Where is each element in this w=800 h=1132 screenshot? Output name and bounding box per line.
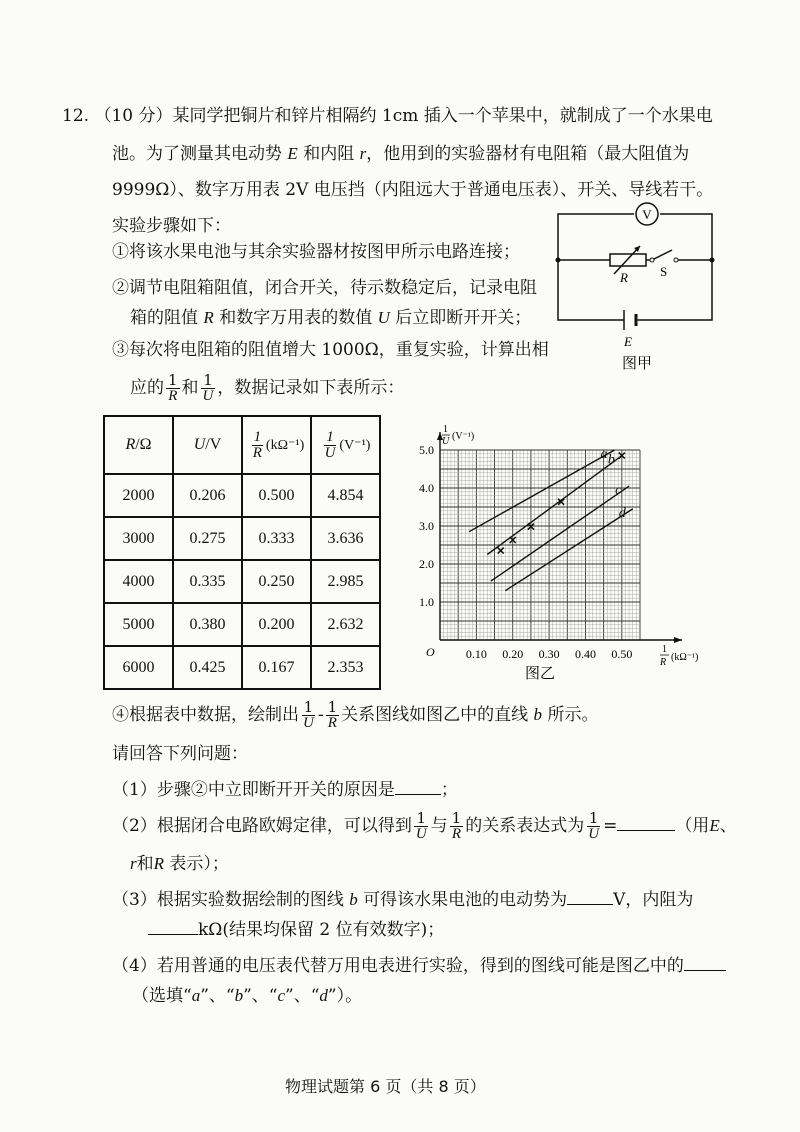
frac-den: U <box>202 388 214 404</box>
header-inv-U-unit: (V⁻¹) <box>339 437 371 453</box>
switch-blade <box>652 250 672 260</box>
q2-equals: = <box>603 816 618 836</box>
steps-intro: 实验步骤如下： <box>112 216 231 236</box>
series-line-d <box>505 509 632 591</box>
frac-den: U <box>588 826 600 842</box>
frac-num: 1 <box>451 809 462 827</box>
table-cell: 0.167 <box>242 646 311 689</box>
y-tick-label: 3.0 <box>419 519 434 533</box>
graph-series <box>469 447 633 591</box>
junction-right <box>710 258 715 263</box>
y-tick-label: 5.0 <box>419 443 434 457</box>
circuit-wire-bottom-left <box>558 260 624 320</box>
problem-line-3: 9999Ω）、数字万用表 2V 电压挡（内阻远大于普通电压表）、开关、导线若干。 <box>112 180 714 200</box>
step-3b <box>130 372 404 404</box>
header-inv-R <box>242 416 311 474</box>
x-label-denominator: R <box>660 657 667 668</box>
table-row <box>104 560 380 603</box>
problem-text-2a: 池。为了测量其电动势 <box>112 144 288 164</box>
table-cell: 2.985 <box>311 560 380 603</box>
step-3b-a: 应的 <box>130 378 164 398</box>
frac-num: 1 <box>588 809 599 827</box>
option-c: c <box>277 986 286 1005</box>
frac-den: U <box>415 826 427 842</box>
header-inv-U <box>311 416 380 474</box>
problem-text-2c: ，他用到的实验器材有电阻箱（最大阻值为 <box>366 144 690 164</box>
circuit-wire-bottom-right <box>636 260 712 320</box>
step-4b: 关系图线如图乙中的直线 <box>341 705 534 725</box>
table-cell: 2.353 <box>311 646 380 689</box>
q2-answer-blank[interactable] <box>617 812 675 831</box>
step-4 <box>112 698 598 732</box>
q2-var-r: r <box>130 854 137 873</box>
step-4c: 所示。 <box>542 705 599 725</box>
switch-contact-1 <box>650 258 654 262</box>
question-3-cont <box>148 916 444 942</box>
x-tick-label: 0.30 <box>538 647 560 661</box>
table-cell: 6000 <box>104 646 173 689</box>
table-cell: 4.854 <box>311 474 380 517</box>
x-axis-arrow-icon <box>674 637 682 643</box>
frac-num: 1 <box>203 371 213 389</box>
y-label-numerator: 1 <box>443 424 448 435</box>
series-label-b: b <box>607 452 615 468</box>
table-row <box>104 517 380 560</box>
header-frac-R <box>251 430 264 461</box>
table-cell: 5000 <box>104 603 173 646</box>
q3-emf-blank[interactable] <box>567 886 613 905</box>
fraction-1-over-R <box>166 373 180 404</box>
q4-answer-blank[interactable] <box>684 952 726 971</box>
switch-label: S <box>660 264 668 279</box>
table-row <box>104 474 380 517</box>
y-label-denominator: U <box>442 436 450 447</box>
q4-sep: ”、“ <box>200 986 235 1006</box>
problem-number: 12. <box>62 106 90 126</box>
q4-options-end: ”）。 <box>327 986 363 1006</box>
table-row <box>104 646 380 689</box>
header-R <box>104 416 173 474</box>
x-tick-label: 0.10 <box>465 647 487 661</box>
dash: - <box>317 705 324 725</box>
q2-text-c: （用 <box>675 816 710 836</box>
table-cell: 0.275 <box>173 517 242 560</box>
var-b: b <box>533 705 543 724</box>
frac-num: 1 <box>416 809 427 827</box>
header-R-unit: /Ω <box>135 436 152 453</box>
step-2b-c: 后立即断开开关； <box>389 308 532 328</box>
q3-text-c: V，内阻为 <box>613 890 694 910</box>
x-tick-label: 0.40 <box>574 647 596 661</box>
page-footer: 物理试题第 6 页（共 8 页） <box>285 1077 486 1096</box>
table-cell: 0.335 <box>173 560 242 603</box>
table-cell: 0.333 <box>242 517 311 560</box>
fraction-1-over-U <box>301 700 316 731</box>
q4-options-a: （选填“ <box>132 986 192 1006</box>
y-tick-label: 2.0 <box>419 557 434 571</box>
frac-num: 1 <box>253 428 262 445</box>
series-label-d: d <box>618 505 626 521</box>
frac-num: 1 <box>327 698 338 716</box>
problem-line-2 <box>112 142 689 166</box>
var-R: R <box>203 308 214 327</box>
q2-with: 与 <box>430 816 448 836</box>
graph-caption: 图乙 <box>524 666 556 680</box>
table-row <box>104 603 380 646</box>
frac-num: 1 <box>303 698 314 716</box>
q1-answer-blank[interactable] <box>395 776 441 795</box>
problem-text-2b: 和内阻 <box>297 144 360 164</box>
option-d: d <box>319 986 328 1005</box>
circuit-wire-top-left <box>558 214 634 260</box>
data-table <box>103 415 381 690</box>
resistor-label: R <box>620 270 628 285</box>
header-U-var: U <box>193 436 206 453</box>
x-tick-label: 0.50 <box>611 647 633 661</box>
y-label-unit: (V⁻¹) <box>452 431 475 442</box>
table-body <box>104 474 380 689</box>
fraction-1-over-U <box>414 811 429 842</box>
frac-den: R <box>451 826 462 842</box>
var-E: E <box>287 144 298 163</box>
series-label-c: c <box>615 483 622 499</box>
graph-labels <box>419 424 698 680</box>
questions-intro: 请回答下列问题： <box>112 744 248 764</box>
step-2a: ②调节电阻箱阻值，闭合开关，待示数稳定后，记录电阻 <box>112 278 537 298</box>
question-4 <box>112 952 726 978</box>
table-cell: 3.636 <box>311 517 380 560</box>
q4-sep: ”、“ <box>243 986 278 1006</box>
frac-num: 1 <box>168 371 178 389</box>
q1-end: ； <box>440 780 458 800</box>
graph-grid <box>440 450 640 640</box>
q2-text-a: （2）根据闭合电路欧姆定律，可以得到 <box>112 816 412 836</box>
table-cell: 0.206 <box>173 474 242 517</box>
x-tick-label: 0.20 <box>502 647 524 661</box>
frac-den: R <box>327 715 337 731</box>
circuit-caption: 图甲 <box>622 356 653 372</box>
and-word: 和 <box>181 378 199 398</box>
q1-text: （1）步骤②中立即断开开关的原因是 <box>112 780 395 800</box>
frac-den: R <box>252 444 262 461</box>
question-4-options <box>132 984 362 1008</box>
option-a: a <box>191 986 201 1005</box>
table-cell: 0.425 <box>173 646 242 689</box>
step-4a: ④根据表中数据，绘制出 <box>112 705 299 725</box>
q3-var-b: b <box>349 890 358 909</box>
header-frac-U <box>323 430 338 461</box>
problem-text-1: 某同学把铜片和锌片相隔约 1cm 插入一个苹果中，就制成了一个水果电 <box>172 106 713 126</box>
step-1: ①将该水果电池与其余实验器材按图甲所示电路连接； <box>112 242 520 262</box>
q3-text-d: kΩ(结果均保留 2 位有效数字)； <box>198 920 445 940</box>
fraction-1-over-U <box>586 811 601 842</box>
q2-text-b: 的关系表达式为 <box>465 816 585 836</box>
series-label-a: a <box>600 447 608 462</box>
question-3 <box>112 886 693 912</box>
q2-var-E: E <box>709 816 720 835</box>
header-U-unit: /V <box>205 436 222 453</box>
step-2b <box>130 306 531 330</box>
step-2b-a: 箱的阻值 <box>130 308 204 328</box>
circuit-diagram <box>550 200 730 380</box>
q4-text-a: （4）若用普通的电压表代替万用电表进行实验，得到的图线可能是图乙中的 <box>112 956 684 976</box>
battery-label: E <box>624 334 632 349</box>
fraction-1-over-R <box>450 811 464 842</box>
graph-yi <box>400 420 700 680</box>
question-2-cont <box>130 852 229 876</box>
frac-den: U <box>324 444 336 461</box>
frac-num: 1 <box>326 428 334 445</box>
q3-text-a: （3）根据实验数据绘制的图线 <box>112 890 350 910</box>
y-tick-label: 1.0 <box>419 595 434 609</box>
header-U <box>173 416 242 474</box>
table-cell: 0.200 <box>242 603 311 646</box>
problem-score: （10 分） <box>94 106 173 126</box>
var-U: U <box>377 308 390 327</box>
q2-sep: 、 <box>719 816 737 836</box>
fraction-1-over-U <box>201 373 216 404</box>
y-tick-label: 4.0 <box>419 481 434 495</box>
step-2b-b: 和数字万用表的数值 <box>213 308 378 328</box>
question-1 <box>112 776 458 802</box>
fraction-1-over-R <box>326 700 340 731</box>
x-label-numerator: 1 <box>662 644 667 655</box>
circuit-wire-top-right <box>660 214 712 260</box>
q2-text-e: 表示）； <box>164 854 229 874</box>
frac-den: R <box>168 388 178 404</box>
voltmeter-label: V <box>642 207 652 222</box>
var-r: r <box>359 144 367 163</box>
table-header-row <box>104 416 380 474</box>
table-cell: 0.380 <box>173 603 242 646</box>
q2-var-R: R <box>153 854 165 873</box>
header-inv-R-unit: (kΩ⁻¹) <box>265 437 305 453</box>
option-b: b <box>234 986 244 1005</box>
table-cell: 0.250 <box>242 560 311 603</box>
table-cell: 0.500 <box>242 474 311 517</box>
q3-text-b: 可得该水果电池的电动势为 <box>357 890 568 910</box>
frac-den: U <box>303 715 314 731</box>
header-R-var: R <box>125 436 136 453</box>
q3-resistance-blank[interactable] <box>148 916 198 935</box>
junction-left <box>556 258 561 263</box>
q2-text-d: 和 <box>136 854 154 874</box>
q4-sep: ”、“ <box>285 986 320 1006</box>
step-3b-b: ，数据记录如下表所示： <box>217 378 405 398</box>
table-cell: 4000 <box>104 560 173 603</box>
table-cell: 2000 <box>104 474 173 517</box>
question-2 <box>112 808 737 844</box>
problem-line-1 <box>62 104 713 128</box>
step-3a: ③每次将电阻箱的阻值增大 1000Ω，重复实验，计算出相 <box>112 340 549 360</box>
x-label-unit: (kΩ⁻¹) <box>671 652 699 663</box>
table-cell: 2.632 <box>311 603 380 646</box>
switch-contact-2 <box>674 258 678 262</box>
table-cell: 3000 <box>104 517 173 560</box>
origin-label: O <box>426 645 435 659</box>
